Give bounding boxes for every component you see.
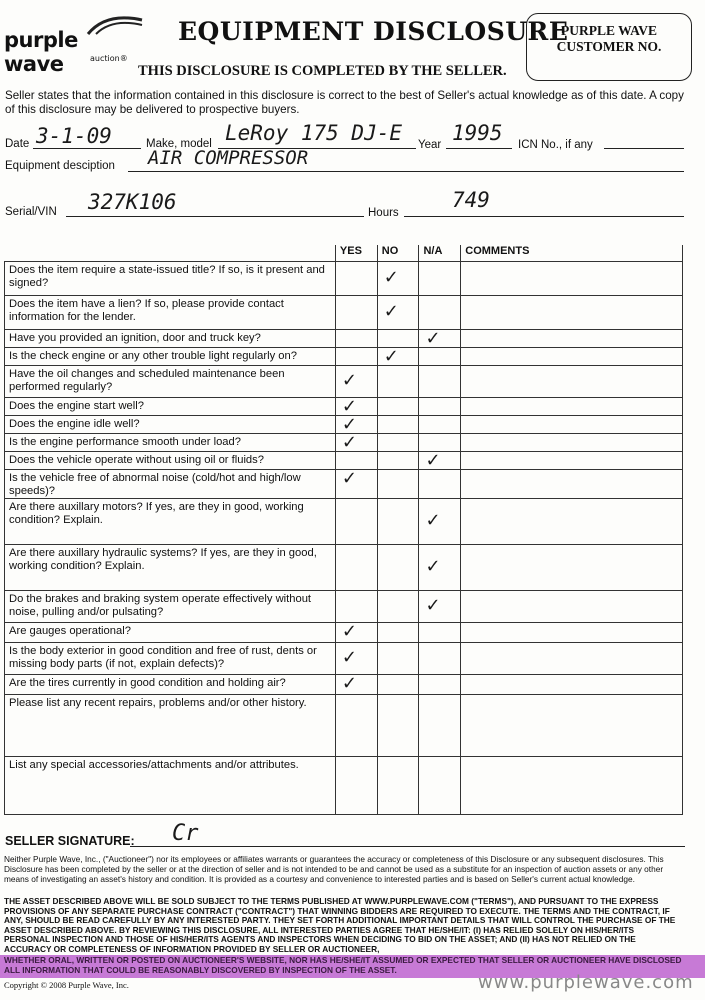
purple-wave-logo — [4, 14, 144, 76]
comments-cell[interactable] — [461, 348, 683, 366]
comments-cell[interactable] — [461, 675, 683, 695]
comments-cell[interactable] — [461, 452, 683, 470]
question-text: Have the oil changes and scheduled maintenance been performed regularly? — [5, 366, 336, 398]
yes-checkbox-cell[interactable] — [335, 757, 377, 815]
table-row — [5, 416, 683, 434]
hours-label: Hours — [368, 207, 399, 219]
checkmark-icon: ✓ — [341, 414, 358, 435]
question-text: Does the vehicle operate without using oil or fluids? — [5, 452, 336, 470]
na-checkbox-cell[interactable] — [419, 452, 461, 470]
yes-checkbox-cell[interactable] — [335, 591, 377, 623]
comments-header: COMMENTS — [461, 245, 683, 262]
disclaimer-text: Neither Purple Wave, Inc., ("Auctioneer") nor its employees or affiliates warrants or guarantees the accuracy or completeness of this Disclosure or any subsequent disclosures. This Disclosure has been completed by the seller or at the direction of seller and is not intended to be and cannot be used as a substitute for an inspection of auction assets or any other means of investigating an asset's history and condition. It is provided as a courtesy and convenience to interested parties and is based on Seller's current actual knowledge. — [4, 854, 664, 884]
comments-cell[interactable] — [461, 695, 683, 757]
checkmark-icon: ✓ — [341, 396, 358, 417]
year-label: Year — [418, 139, 442, 151]
no-checkbox-cell[interactable] — [377, 452, 419, 470]
checkmark-icon: ✓ — [341, 370, 358, 391]
checkmark-icon: ✓ — [383, 267, 399, 288]
icn-field[interactable] — [604, 148, 684, 149]
description-label: Equipment desciption — [5, 160, 115, 172]
year-field[interactable]: 1995 — [452, 121, 503, 145]
hours-field[interactable]: 749 — [452, 188, 490, 212]
copyright: Copyright © 2008 Purple Wave, Inc. — [4, 980, 129, 990]
na-checkbox-cell[interactable] — [419, 398, 461, 416]
page-subtitle: THIS DISCLOSURE IS COMPLETED BY THE SELLER. — [138, 63, 507, 79]
no-checkbox-cell[interactable] — [377, 296, 419, 330]
na-checkbox-cell[interactable] — [419, 695, 461, 757]
table-row — [5, 545, 683, 591]
checkmark-icon: ✓ — [425, 328, 441, 349]
question-text: Is the vehicle free of abnormal noise (cold/hot and high/low speeds)? — [5, 470, 336, 499]
description-field[interactable]: AIR COMPRESSOR — [148, 147, 309, 169]
table-row — [5, 452, 683, 470]
na-checkbox-cell[interactable] — [419, 470, 461, 499]
na-checkbox-cell[interactable] — [419, 330, 461, 348]
question-text: Is the body exterior in good condition and free of rust, dents or missing body parts (if not, explain defects)? — [5, 643, 336, 675]
yes-checkbox-cell[interactable] — [335, 470, 377, 499]
question-text: Are gauges operational? — [5, 623, 336, 643]
terms-text: THE ASSET DESCRIBED ABOVE WILL BE SOLD SUBJECT TO THE TERMS PUBLISHED AT WWW.PURPLEWAVE.COM ("TERMS"), AND PURSUANT TO THE EXPRESS PROVISIONS OF ANY SEPARATE PURCHASE CONTRACT ("CONTRACT") THAT WINNING BIDDERS ARE REQUIRED TO EXECUTE. THE TERMS AND THE CONTRACT, IF ANY, SHOULD BE READ CAREFULLY BY ANY INTERESTED PARTY. THEY SET FORTH ADDITIONAL IMPORTANT DETAILS THAT WILL CONTROL THE PURCHASE OF THE ASSET DESCRIBED ABOVE. BY REVIEWING THIS DISCLOSURE, ALL INTERESTED PARTIES AGREE THAT HE/SHE/IT: (I) HAS RELIED SOLELY ON HIS/HER/ITS PERSONAL INSPECTION AND THOSE OF HIS/HER/ITS AGENTS AND INSPECTORS WHEN DECIDING TO BID ON THE ASSET; AND (II) HAS NOT RELIED ON THE ACCURACY OR COMPLETENESS OF INFORMATION PROVIDED BY SELLER OR AUCTIONEER, — [4, 896, 676, 954]
question-text: Is the check engine or any other trouble light regularly on? — [5, 348, 336, 366]
table-row — [5, 757, 683, 815]
checkmark-icon: ✓ — [341, 468, 358, 489]
na-checkbox-cell[interactable] — [419, 296, 461, 330]
comments-cell[interactable] — [461, 330, 683, 348]
table-row — [5, 348, 683, 366]
question-text: Do the brakes and braking system operate effectively without noise, pulling and/or pulsating? — [5, 591, 336, 623]
no-checkbox-cell[interactable] — [377, 591, 419, 623]
question-text: Please list any recent repairs, problems and/or other history. — [5, 695, 336, 757]
yes-checkbox-cell[interactable] — [335, 675, 377, 695]
checkmark-icon: ✓ — [341, 432, 358, 453]
checkmark-icon: ✓ — [425, 595, 441, 616]
na-checkbox-cell[interactable] — [419, 366, 461, 398]
table-row — [5, 262, 683, 296]
yes-checkbox-cell[interactable] — [335, 366, 377, 398]
comments-cell[interactable] — [461, 545, 683, 591]
yes-checkbox-cell[interactable] — [335, 545, 377, 591]
date-label: Date — [5, 138, 30, 150]
no-checkbox-cell[interactable] — [377, 675, 419, 695]
no-checkbox-cell[interactable] — [377, 499, 419, 545]
yes-checkbox-cell[interactable] — [335, 348, 377, 366]
question-text: Are there auxillary hydraulic systems? If yes, are they in good, working condition? Explain. — [5, 545, 336, 591]
disclosure-table — [4, 245, 683, 815]
signature-label: SELLER SIGNATURE: — [5, 834, 135, 848]
yes-header: YES — [335, 245, 377, 262]
date-field[interactable]: 3-1-09 — [36, 124, 112, 148]
na-checkbox-cell[interactable] — [419, 262, 461, 296]
no-header: NO — [377, 245, 419, 262]
yes-checkbox-cell[interactable] — [335, 695, 377, 757]
comments-cell[interactable] — [461, 366, 683, 398]
yes-checkbox-cell[interactable] — [335, 398, 377, 416]
no-checkbox-cell[interactable] — [377, 695, 419, 757]
na-checkbox-cell[interactable] — [419, 416, 461, 434]
no-checkbox-cell[interactable] — [377, 470, 419, 499]
yes-checkbox-cell[interactable] — [335, 623, 377, 643]
checkmark-icon: ✓ — [425, 556, 441, 577]
checkmark-icon: ✓ — [341, 673, 358, 694]
comments-cell[interactable] — [461, 643, 683, 675]
na-checkbox-cell[interactable] — [419, 757, 461, 815]
table-row — [5, 330, 683, 348]
no-checkbox-cell[interactable] — [377, 366, 419, 398]
signature-field[interactable]: Cr — [172, 821, 199, 846]
question-text: Have you provided an ignition, door and truck key? — [5, 330, 336, 348]
comments-cell[interactable] — [461, 591, 683, 623]
na-checkbox-cell[interactable] — [419, 434, 461, 452]
logo-text: purple wave — [4, 28, 78, 76]
question-text: Are the tires currently in good condition and holding air? — [5, 675, 336, 695]
yes-checkbox-cell[interactable] — [335, 452, 377, 470]
question-text: Does the engine start well? — [5, 398, 336, 416]
yes-checkbox-cell[interactable] — [335, 296, 377, 330]
na-checkbox-cell[interactable] — [419, 643, 461, 675]
terms-text-continued: WHETHER ORAL, WRITTEN OR POSTED ON AUCTIONEER'S WEBSITE, NOR HAS HE/SHE/IT ASSUMED OR EXPECTED THAT SELLER OR AUCTIONEER HAVE DISCLOSED ALL INFORMATION THAT COULD BE REASONABLY DISCOVERED BY INSPECTION OF THE ASSET. — [4, 955, 682, 975]
table-row — [5, 623, 683, 643]
yes-checkbox-cell[interactable] — [335, 416, 377, 434]
yes-checkbox-cell[interactable] — [335, 262, 377, 296]
checkmark-icon: ✓ — [383, 346, 399, 367]
customer-number-label: PURPLE WAVE CUSTOMER NO. — [556, 23, 662, 54]
comments-cell[interactable] — [461, 262, 683, 296]
logo-subtext: auction® — [90, 54, 128, 63]
page-title: EQUIPMENT DISCLOSURE — [178, 17, 569, 46]
intro-text: Seller states that the information contained in this disclosure is correct to the best of Seller's actual knowledge as of this date. A copy of this disclosure may be delivered to prospective buyers. — [5, 89, 684, 116]
na-checkbox-cell[interactable] — [419, 591, 461, 623]
watermark: www.purplewave.com — [478, 972, 694, 993]
table-row — [5, 398, 683, 416]
na-checkbox-cell[interactable] — [419, 545, 461, 591]
signature-line — [130, 846, 685, 847]
no-checkbox-cell[interactable] — [377, 330, 419, 348]
no-checkbox-cell[interactable] — [377, 434, 419, 452]
yes-checkbox-cell[interactable] — [335, 499, 377, 545]
yes-checkbox-cell[interactable] — [335, 434, 377, 452]
checkmark-icon: ✓ — [341, 647, 358, 668]
comments-cell[interactable] — [461, 470, 683, 499]
table-row — [5, 499, 683, 545]
comments-cell[interactable] — [461, 757, 683, 815]
yes-checkbox-cell[interactable] — [335, 643, 377, 675]
yes-checkbox-cell[interactable] — [335, 330, 377, 348]
table-row — [5, 695, 683, 757]
comments-cell[interactable] — [461, 416, 683, 434]
comments-cell[interactable] — [461, 434, 683, 452]
table-row — [5, 675, 683, 695]
no-checkbox-cell[interactable] — [377, 348, 419, 366]
checkmark-icon: ✓ — [341, 621, 358, 642]
make-label: Make, model — [146, 138, 212, 150]
comments-cell[interactable] — [461, 499, 683, 545]
no-checkbox-cell[interactable] — [377, 643, 419, 675]
comments-cell[interactable] — [461, 623, 683, 643]
customer-number-box — [526, 13, 692, 81]
question-text: Does the engine idle well? — [5, 416, 336, 434]
no-checkbox-cell[interactable] — [377, 757, 419, 815]
no-checkbox-cell[interactable] — [377, 398, 419, 416]
question-text: List any special accessories/attachments and/or attributes. — [5, 757, 336, 815]
checkmark-icon: ✓ — [425, 510, 441, 531]
make-field[interactable]: LeRoy 175 DJ-E — [225, 121, 403, 145]
na-checkbox-cell[interactable] — [419, 499, 461, 545]
comments-cell[interactable] — [461, 296, 683, 330]
na-checkbox-cell[interactable] — [419, 675, 461, 695]
no-checkbox-cell[interactable] — [377, 545, 419, 591]
table-row — [5, 366, 683, 398]
no-checkbox-cell[interactable] — [377, 262, 419, 296]
question-text: Is the engine performance smooth under load? — [5, 434, 336, 452]
table-row — [5, 296, 683, 330]
checkmark-icon: ✓ — [425, 450, 441, 471]
serial-field[interactable]: 327K106 — [88, 190, 177, 214]
question-text: Are there auxillary motors? If yes, are they in good, working condition? Explain. — [5, 499, 336, 545]
no-checkbox-cell[interactable] — [377, 416, 419, 434]
table-row — [5, 470, 683, 499]
question-text: Does the item have a lien? If so, please provide contact information for the lender. — [5, 296, 336, 330]
na-header: N/A — [419, 245, 461, 262]
table-row — [5, 643, 683, 675]
comments-cell[interactable] — [461, 398, 683, 416]
checkmark-icon: ✓ — [383, 301, 399, 322]
na-checkbox-cell[interactable] — [419, 348, 461, 366]
table-row — [5, 591, 683, 623]
question-text: Does the item require a state-issued title? If so, is it present and signed? — [5, 262, 336, 296]
no-checkbox-cell[interactable] — [377, 623, 419, 643]
table-row — [5, 434, 683, 452]
icn-label: ICN No., if any — [518, 139, 593, 151]
na-checkbox-cell[interactable] — [419, 623, 461, 643]
serial-label: Serial/VIN — [5, 206, 57, 218]
